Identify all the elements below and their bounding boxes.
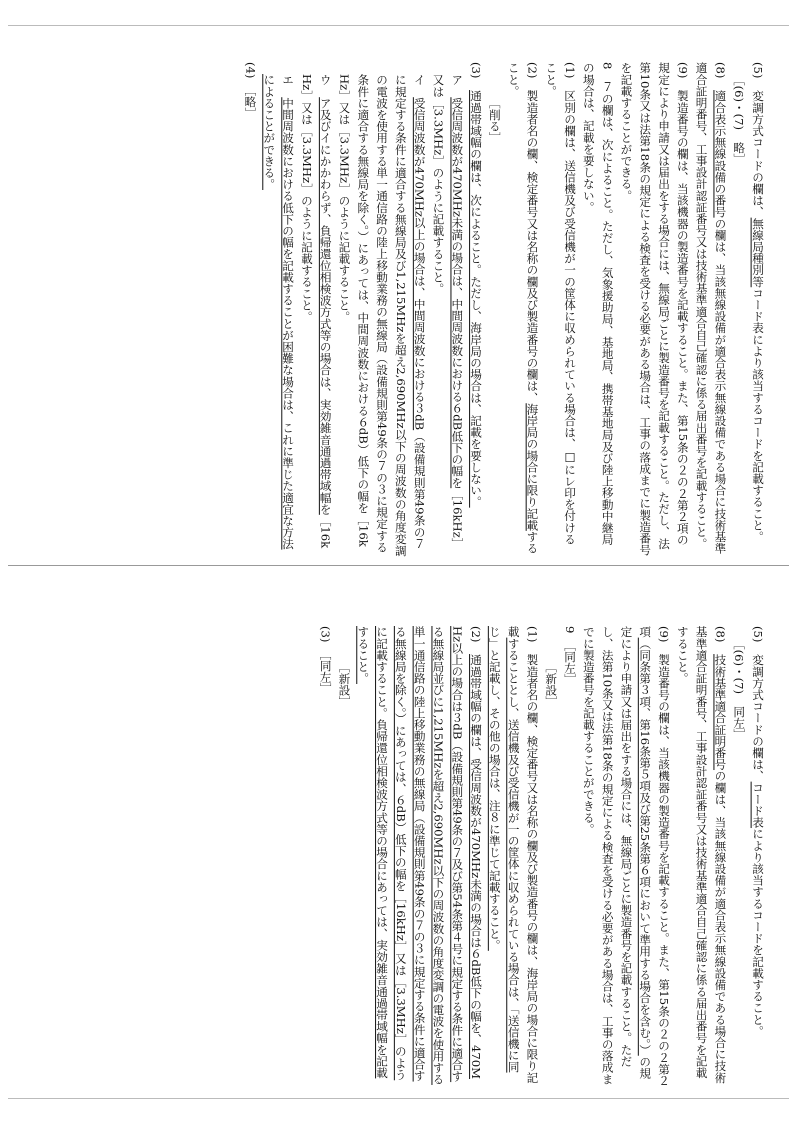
bottom-paragraph: (1) 製造者名の欄、検定番号又は名称の欄及び製造番号の欄は、海岸局の場合に限り記載することとし、送信機及び受信機が一の筐体に収められている場合は、「送信機に同じ」と記載し、その他の場合は、注８に準じて記載すること。 xyxy=(487,626,540,1084)
page-top-rule xyxy=(8,25,789,26)
current-text-block xyxy=(15,626,767,1088)
bottom-paragraph: ［(6)・(7) 同左］ xyxy=(732,637,747,741)
bottom-paragraph: (2) 通過帯域幅の欄は、受信周波数が470MHz未満の場合は６dB低下の幅を、470MHz以上の場合は３dB（設備規則第49条の７及び第54条第４号に規定する条件に適合する無線局並びに1,215MHzを超え2,690MHz以下の周波数の角度変調の電波を使用する単一通信路の陸上移動業務の無線局（設備規則第49条の７の３に規定する条件に適合する無線局を除く。）にあっては、６dB）低下の幅を［16kHz］又は［3.3MHz］のように記載すること。負帰還位相検波方式等の場合にあっては、実効雑音通過帯域幅を記載すること。 xyxy=(356,626,484,1085)
top-paragraph: ア 受信周波数が470MHz未満の場合は、中間周波数における６dB低下の幅を［16kHz］又は［3.3MHz］のように記載すること。 xyxy=(431,73,465,549)
top-paragraph: 8 ７の欄は、次によること。ただし、気象援助局、基地局、携帯基地局及び陸上移動中継局の場合は、記載を要しない。 xyxy=(581,62,615,545)
bottom-paragraph: (5) 変調方式コードの欄は、コード表により該当するコードを記載すること。 xyxy=(751,626,765,1037)
top-paragraph: (1) 区別の欄は、送信機及び受信機が一の筐体に収められている場合は、□にレ印を付けること。 xyxy=(544,62,578,545)
section-divider xyxy=(8,565,789,566)
bottom-paragraph: (9) 製造番号の欄は、当該機器の製造番号を記載すること。また、第15条の２の２第２項（同条第３項、第16条第５項及び第25条第６項において準用する場合を含む。）の規定により申請又は届出をする場合には、無線局ごとに製造番号を記載すること。ただし、法第10条又は法第18条の規定による検査を受ける必要がある場合は、工事の落成までに製造番号を記載することができる。 xyxy=(581,626,672,1087)
bottom-paragraph: (3) ［同左］ xyxy=(318,626,333,695)
top-paragraph: (2) 製造者名の欄、検定番号又は名称の欄及び製造番号の欄は、海岸局の場合に限り記載すること。 xyxy=(506,62,540,555)
top-paragraph: イ 受信周波数が470MHz以上の場合は、中間周波数における３dB（設備規則第49条の７に規定する条件に適合する無線局及び1,215MHzを超え2,690MHz以下の周波数の角度変調の電波を使用する単一通信路の陸上移動業務の無線局（設備規則第49条の７の３に規定する条件に適合する無線局を除く。）にあっては、中間周波数における６dB）低下の幅を［16kHz］又は［3.3MHz］のように記載すること。 xyxy=(337,73,427,556)
top-paragraph: ウ ア及びイにかかわらず、負帰還位相検波方式等の場合は、実効雑音通過帯域幅を［16kHz］又は［3.3MHz］のように記載すること。 xyxy=(299,73,333,548)
top-paragraph: (9) 製造番号の欄は、当該機器の製造番号を記載すること。また、第15条の２の２第２項の規定により申請又は届出をする場合には、無線局ごとに製造番号を記載すること。ただし、法第10条又は法第18条の規定による検査を受ける必要がある場合は、工事の落成までに製造番号を記載することができる。 xyxy=(619,62,690,556)
bottom-paragraph: ［新設］ xyxy=(337,660,352,708)
top-paragraph: (5) 変調方式コードの欄は、無線局種別等コード表により該当するコードを記載すること。 xyxy=(751,62,765,543)
top-paragraph: エ 中間周波数における低下の幅を記載することが困難な場合は、これに準じた適宜な方法によることができる。 xyxy=(262,73,296,550)
top-paragraph: ［(6)・(7) 略］ xyxy=(732,73,747,165)
top-paragraph: (4) ［略］ xyxy=(243,62,258,120)
top-paragraph: (3) 通過帯域幅の欄は、次によること。ただし、海岸局の場合は、記載を要しない。 xyxy=(469,62,484,508)
bottom-paragraph: ［新設］ xyxy=(544,660,559,708)
top-paragraph: ［削る］ xyxy=(487,96,502,144)
top-paragraph: (8) 適合表示無線設備の番号の欄は、当該無線設備が適合表示無線設備である場合に技術基準適合証明番号、工事設計認証番号又は技術基準適合自己確認に係る届出番号を記載すること。 xyxy=(694,62,728,555)
bottom-paragraph: (8) 技術基準適合証明番号の欄は、当該無線設備が適合表示無線設備である場合に技術基準適合証明番号、工事設計認証番号又は技術基準適合自己確認に係る届出番号を記載すること。 xyxy=(675,626,728,1084)
page-bottom-rule xyxy=(8,1098,789,1099)
bottom-paragraph: 9 ［同左］ xyxy=(563,626,578,686)
revised-text-block xyxy=(15,62,767,556)
